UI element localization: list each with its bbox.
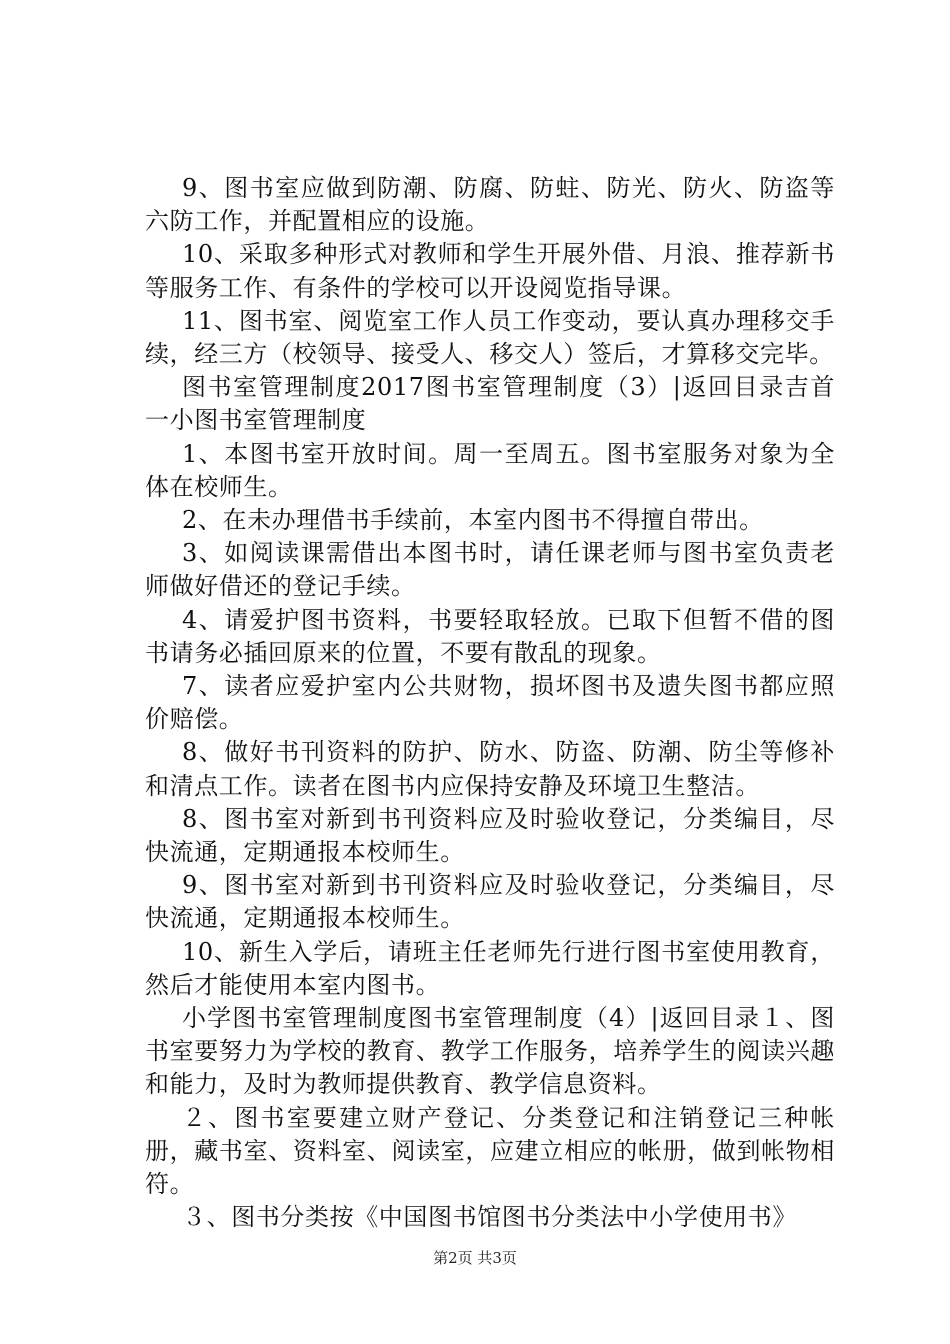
paragraph-reading-class-borrow: 3、如阅读课需借出本图书时，请任课老师与图书室负责老师做好借还的登记手续。 (145, 539, 835, 601)
document-body (145, 172, 835, 1235)
paragraph-library-six-protections: 9、图书室应做到防潮、防腐、防蛀、防光、防火、防盗等六防工作，并配置相应的设施。 (145, 174, 835, 236)
paragraph-acceptance-registration-a: 8、图书室对新到书刊资料应及时验收登记，分类编目，尽快流通，定期通报本校师生。 (145, 804, 835, 867)
paragraph-care-for-books: 4、请爱护图书资料，书要轻取轻放。已取下但暂不借的图书请务必插回原来的位置，不要有散乱的现象。 (145, 605, 835, 667)
paragraph-section-heading-4: 小学图书室管理制度图书室管理制度（4）|返回目录１、图书室要努力为学校的教育、教学工作服务，培养学生的阅读兴趣和能力，及时为教师提供教育、教学信息资料。 (145, 1004, 835, 1099)
page-footer: 第2页 共3页 (433, 1249, 517, 1267)
paragraph-property-registers: ２、图书室要建立财产登记、分类登记和注销登记三种帐册，藏书室、资料室、阅读室，应建立相应的帐册，做到帐物相符。 (145, 1103, 835, 1199)
paragraph-maintenance: 8、做好书刊资料的防护、防水、防盗、防潮、防尘等修补和清点工作。读者在图书内应保持安静及环境卫生整洁。 (145, 738, 835, 800)
paragraph-staff-handover: 11、图书室、阅览室工作人员工作变动，要认真办理移交手续，经三方（校领导、接受人、移交人）签后，才算移交完毕。 (145, 306, 835, 369)
paragraph-classification-method: ３、图书分类按《中国图书馆图书分类法中小学使用书》 (182, 1203, 797, 1232)
paragraph-no-removal: 2、在未办理借书手续前，本室内图书不得擅自带出。 (182, 506, 764, 535)
paragraph-opening-hours: 1、本图书室开放时间。周一至周五。图书室服务对象为全体在校师生。 (145, 439, 835, 501)
paragraph-lending-services: 10、采取多种形式对教师和学生开展外借、月浪、推荐新书等服务工作、有条件的学校可以开设阅览指导课。 (145, 240, 835, 302)
paragraph-compensation: 7、读者应爱护室内公共财物，损坏图书及遗失图书都应照价赔偿。 (145, 672, 835, 734)
paragraph-new-student-education: 10、新生入学后，请班主任老师先行进行图书室使用教育，然后才能使用本室内图书。 (145, 937, 835, 999)
paragraph-acceptance-registration-b: 9、图书室对新到书刊资料应及时验收登记，分类编目，尽快流通，定期通报本校师生。 (145, 871, 835, 933)
paragraph-section-heading-3: 图书室管理制度2017图书室管理制度（3）|返回目录吉首一小图书室管理制度 (145, 373, 835, 435)
